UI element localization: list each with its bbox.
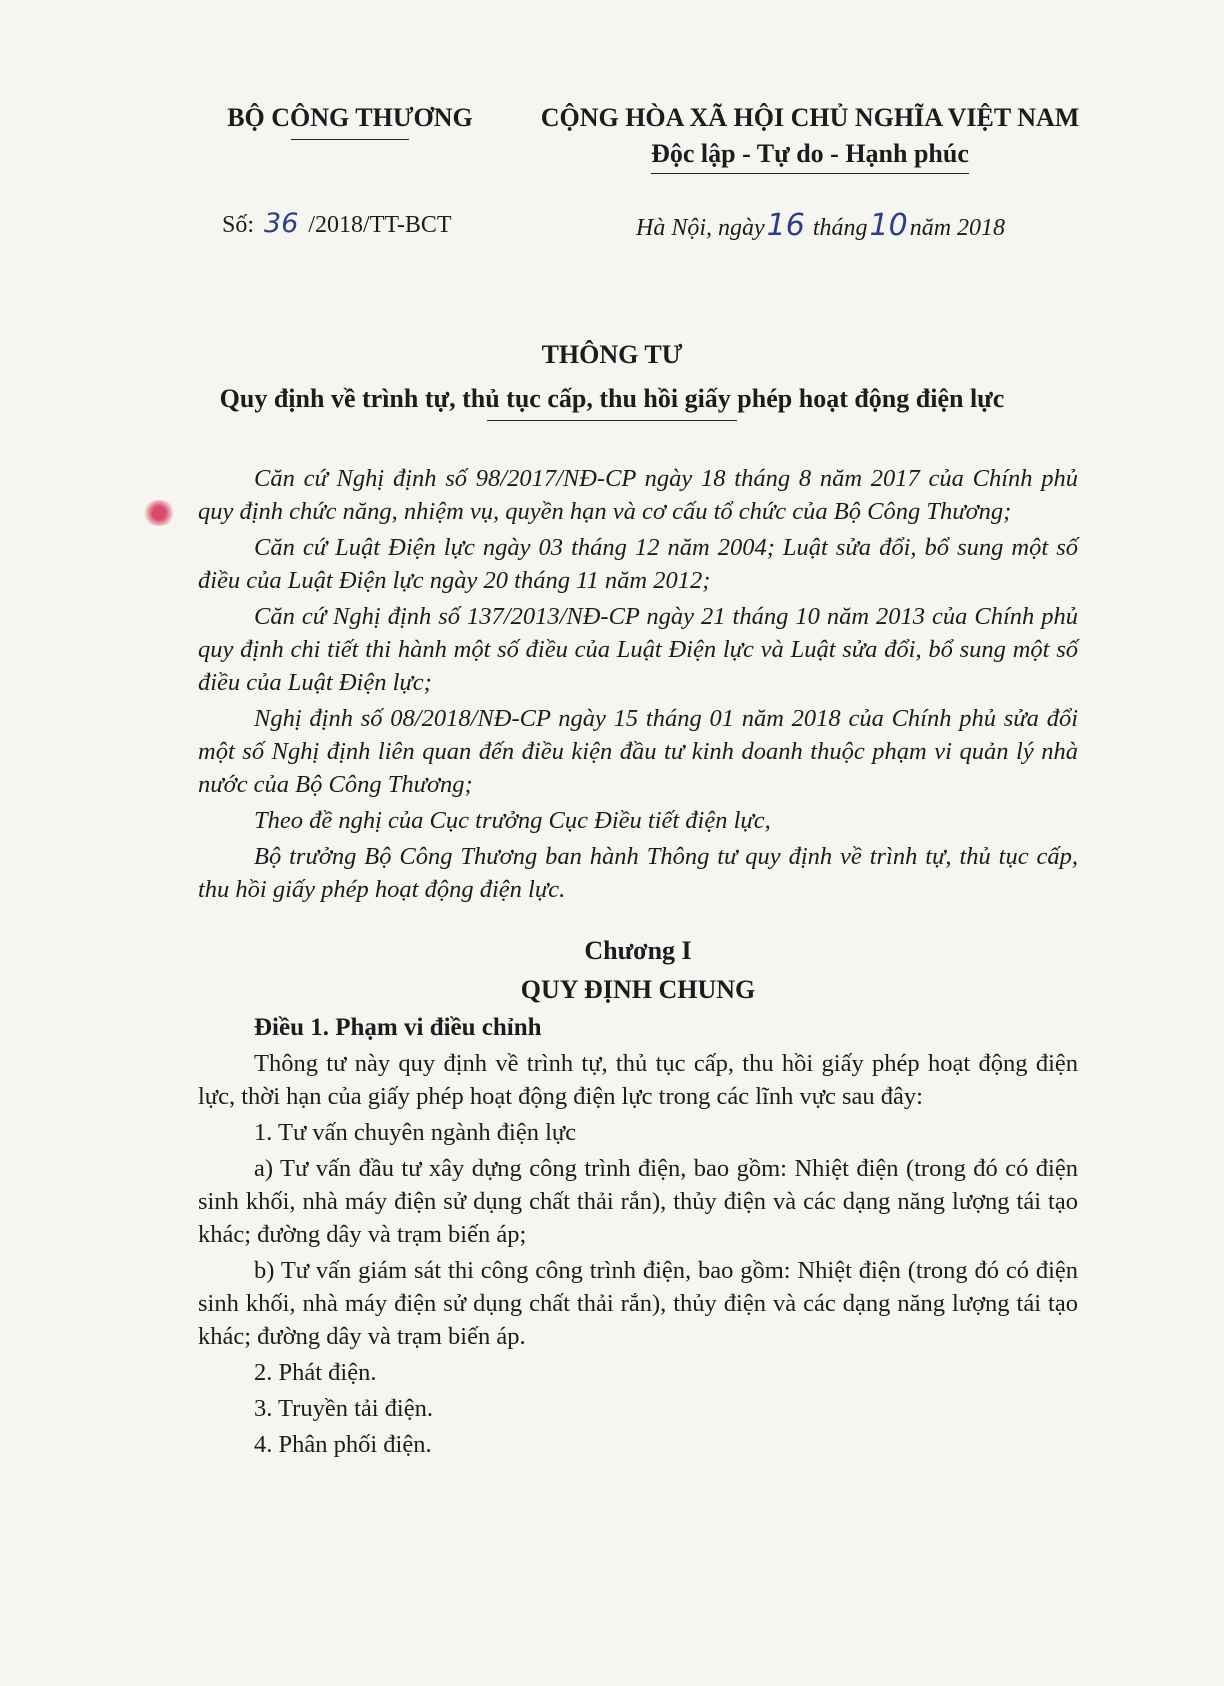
chapter-number: Chương I [584, 936, 692, 965]
article-item: b) Tư vấn giám sát thi công công trình điện, bao gồm: Nhiệt điện (trong đó có điện sinh khối, nhà máy điện sử dụng chất thải rắn), thủy điện và các dạng năng lượng tái tạo khác; đường dây và trạm biến áp. [198, 1257, 1078, 1350]
document-body [198, 462, 1078, 1464]
national-header [510, 103, 1110, 174]
document-title-block [0, 384, 1224, 421]
preamble-paragraph: Căn cứ Luật Điện lực ngày 03 tháng 12 năm 2004; Luật sửa đổi, bổ sung một số điều của Luật Điện lực ngày 20 tháng 11 năm 2012; [198, 534, 1078, 594]
article-item: 2. Phát điện. [254, 1359, 377, 1386]
article-item: 1. Tư vấn chuyên ngành điện lực [254, 1119, 577, 1146]
date-month: 10 [869, 208, 908, 243]
ministry-underline [291, 139, 409, 140]
document-subject: Quy định về trình tự, thủ tục cấp, thu hồi giấy phép hoạt động điện lực [219, 384, 1005, 413]
date-year: năm 2018 [909, 215, 1006, 241]
country-name: CỘNG HÒA XÃ HỘI CHỦ NGHĨA VIỆT NAM [540, 103, 1080, 132]
red-stamp-mark [142, 500, 176, 526]
document-type: THÔNG TƯ [541, 340, 683, 369]
preamble-paragraph: Căn cứ Nghị định số 137/2013/NĐ-CP ngày 21 tháng 10 năm 2013 của Chính phủ quy định chi tiết thi hành một số điều của Luật Điện lực và Luật sửa đổi, bổ sung một số điều của Luật Điện lực; [198, 603, 1078, 696]
document-number [222, 208, 452, 239]
number-handwritten: 36 [264, 208, 299, 239]
article-heading: Điều 1. Phạm vi điều chỉnh [254, 1014, 542, 1041]
chapter-name: QUY ĐỊNH CHUNG [520, 975, 756, 1004]
date-place: Hà Nội, ngày [636, 215, 765, 241]
ministry-name: BỘ CÔNG THƯƠNG [227, 103, 473, 132]
preamble-paragraph: Nghị định số 08/2018/NĐ-CP ngày 15 tháng 01 năm 2018 của Chính phủ sửa đổi một số Nghị định liên quan đến điều kiện đầu tư kinh doanh thuộc phạm vi quản lý nhà nước của Bộ Công Thương; [198, 705, 1078, 798]
number-suffix: /2018/TT-BCT [308, 212, 452, 238]
date-month-word: tháng [812, 215, 868, 241]
preamble-paragraph: Căn cứ Nghị định số 98/2017/NĐ-CP ngày 18 tháng 8 năm 2017 của Chính phủ quy định chức năng, nhiệm vụ, quyền hạn và cơ cấu tổ chức của Bộ Công Thương; [198, 465, 1078, 525]
article-item: 3. Truyền tải điện. [254, 1395, 433, 1422]
preamble-paragraph: Theo đề nghị của Cục trưởng Cục Điều tiết điện lực, [254, 807, 771, 834]
title-underline [487, 420, 737, 421]
date-day: 16 [766, 208, 805, 243]
article-item: 4. Phân phối điện. [254, 1431, 432, 1458]
number-prefix: Số: [222, 212, 255, 238]
article-intro: Thông tư này quy định về trình tự, thủ tục cấp, thu hồi giấy phép hoạt động điện lực, thời hạn của giấy phép hoạt động điện lực trong các lĩnh vực sau đây: [198, 1050, 1078, 1110]
ministry-header [200, 103, 500, 140]
article-item: a) Tư vấn đầu tư xây dựng công trình điện, bao gồm: Nhiệt điện (trong đó có điện sinh khối, nhà máy điện sử dụng chất thải rắn), thủy điện và các dạng năng lượng tái tạo khác; đường dây và trạm biến áp; [198, 1155, 1078, 1248]
national-motto: Độc lập - Tự do - Hạnh phúc [651, 139, 969, 174]
preamble-paragraph: Bộ trưởng Bộ Công Thương ban hành Thông tư quy định về trình tự, thủ tục cấp, thu hồi giấy phép hoạt động điện lực. [198, 843, 1078, 903]
document-date [636, 208, 1005, 243]
